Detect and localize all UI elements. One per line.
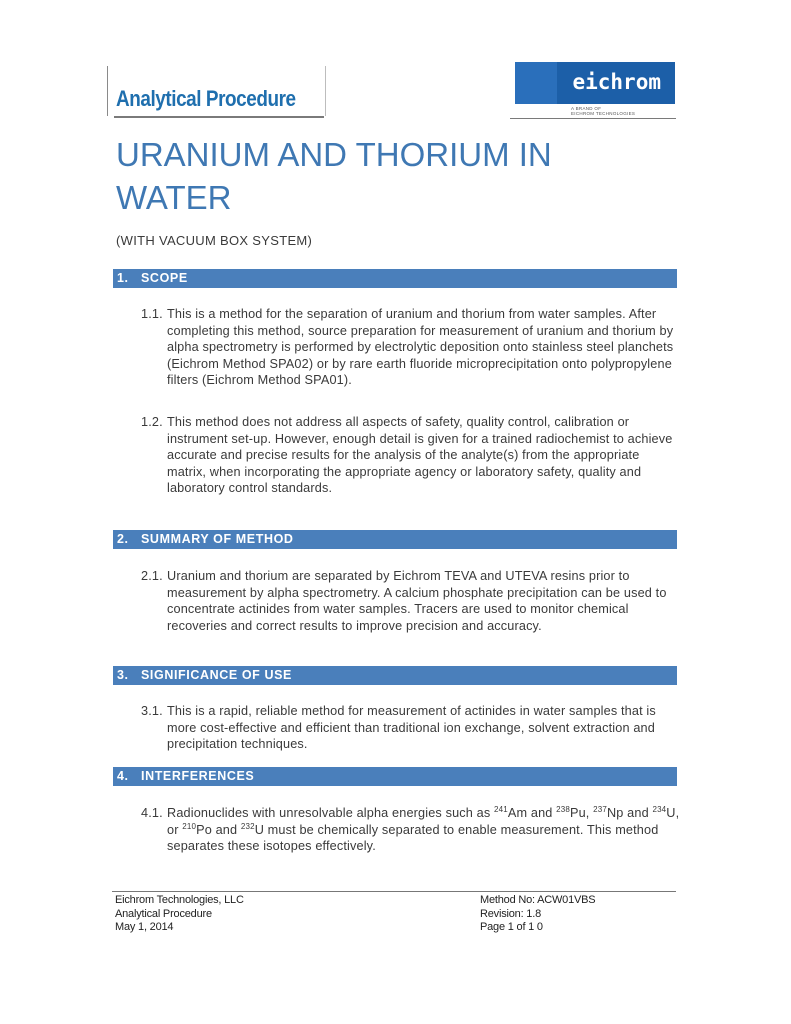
paragraph-2-1 — [141, 568, 681, 634]
paragraph-text: This is a method for the separation of uranium and thorium from water samples. After completing this method, source preparation for measurement of uranium and thorium by alpha spectrometry is performed by electrolytic deposition onto stainless steel planchets (Eichrom Method SPA02) or by rare earth fluoride microprecipitation onto polypropylene filters (Eichrom Method SPA01). — [167, 307, 674, 388]
section-number: 3. — [117, 668, 129, 682]
paragraph-text: This is a rapid, reliable method for measurement of actinides in water samples that is more cost-effective and efficient than traditional ion exchange, solvent extraction and precipitation techniques. — [167, 704, 656, 752]
paragraph-text: This method does not address all aspects of safety, quality control, calibration or instrument set-up. However, enough detail is given for a trained radiochemist to achieve accurate and precise results for the analysis of the analyte(s) from the appropriate matrix, when incorporating the appropriate agency or laboratory safety, quality and laboratory control standards. — [167, 415, 673, 496]
section-number: 2. — [117, 532, 129, 546]
text-run: Np and — [606, 806, 653, 820]
text-run: Radionuclides with unresolvable alpha energies such as — [167, 806, 495, 820]
logo-text: eichrom — [572, 70, 661, 94]
paragraph-text — [167, 805, 681, 855]
header-label: Analytical Procedure — [116, 86, 296, 111]
document-subtitle: (WITH VACUUM BOX SYSTEM) — [116, 233, 313, 248]
footer-doc-type: Analytical Procedure — [115, 907, 212, 920]
logo-subtitle — [571, 106, 635, 116]
header-divider-left — [107, 66, 108, 116]
section-title: SIGNIFICANCE OF USE — [141, 668, 292, 682]
section-heading-significance — [113, 666, 677, 685]
document-title: URANIUM AND THORIUM IN WATER — [116, 136, 552, 216]
footer-company: Eichrom Technologies, LLC — [115, 894, 244, 906]
footer-page-number: Page 1 of 1 0 — [480, 921, 543, 933]
paragraph-number: 1.2. — [141, 415, 163, 429]
text-run: Pu, — [569, 806, 594, 820]
paragraph-text: Uranium and thorium are separated by Eichrom TEVA and UTEVA resins prior to measurement by alpha spectrometry. A calcium phosphate precipitation can be used to concentrate actinides from water samples. Tracers are used to monitor chemical recoveries and correct results to improve precision and accuracy. — [167, 569, 667, 633]
text-run: Po and — [196, 822, 241, 837]
section-number: 1. — [117, 271, 129, 285]
footer-left — [115, 894, 244, 935]
paragraph-number: 1.1. — [141, 307, 163, 321]
paragraph-4-1 — [141, 805, 681, 855]
isotope-mass-number: 237 — [593, 805, 607, 814]
footer-right — [480, 894, 595, 935]
eichrom-logo — [515, 62, 675, 104]
section-title: SUMMARY OF METHOD — [141, 532, 294, 546]
footer-revision: Revision: 1.8 — [480, 907, 541, 920]
section-title: INTERFERENCES — [141, 769, 255, 783]
isotope-mass-number: 232 — [240, 821, 255, 831]
isotope-mass-number: 238 — [556, 805, 570, 814]
paragraph-number: 3.1. — [141, 704, 163, 718]
paragraph-1-1 — [141, 306, 681, 389]
section-number: 4. — [117, 769, 129, 783]
text-run: U must be chemically separated to enable measurement. This method separates these isotopes effectively. — [167, 822, 659, 854]
logo-sub-line2: EICHROM TECHNOLOGIES — [571, 111, 636, 116]
footer-date: May 1, 2014 — [115, 921, 174, 933]
text-run: U, or — [167, 806, 680, 837]
paragraph-3-1 — [141, 703, 681, 753]
header-underline-right — [510, 118, 676, 119]
section-heading-scope — [113, 269, 677, 288]
paragraph-number: 2.1. — [141, 569, 163, 583]
header-underline — [114, 116, 324, 118]
logo-sub-line1: A BRAND OF — [571, 106, 602, 111]
section-heading-interferences — [113, 767, 677, 786]
logo-accent-block — [515, 62, 557, 104]
paragraph-1-2 — [141, 414, 681, 497]
text-run: Am and — [507, 806, 557, 820]
section-title: SCOPE — [141, 271, 188, 285]
isotope-mass-number: 210 — [182, 821, 197, 831]
paragraph-number: 4.1. — [141, 806, 163, 820]
footer-method-no: Method No: ACW01VBS — [480, 894, 596, 906]
header-divider-mid — [325, 66, 326, 116]
footer-divider — [112, 891, 676, 892]
isotope-mass-number: 234 — [652, 805, 667, 814]
section-heading-summary — [113, 530, 677, 549]
isotope-mass-number: 241 — [494, 805, 508, 814]
